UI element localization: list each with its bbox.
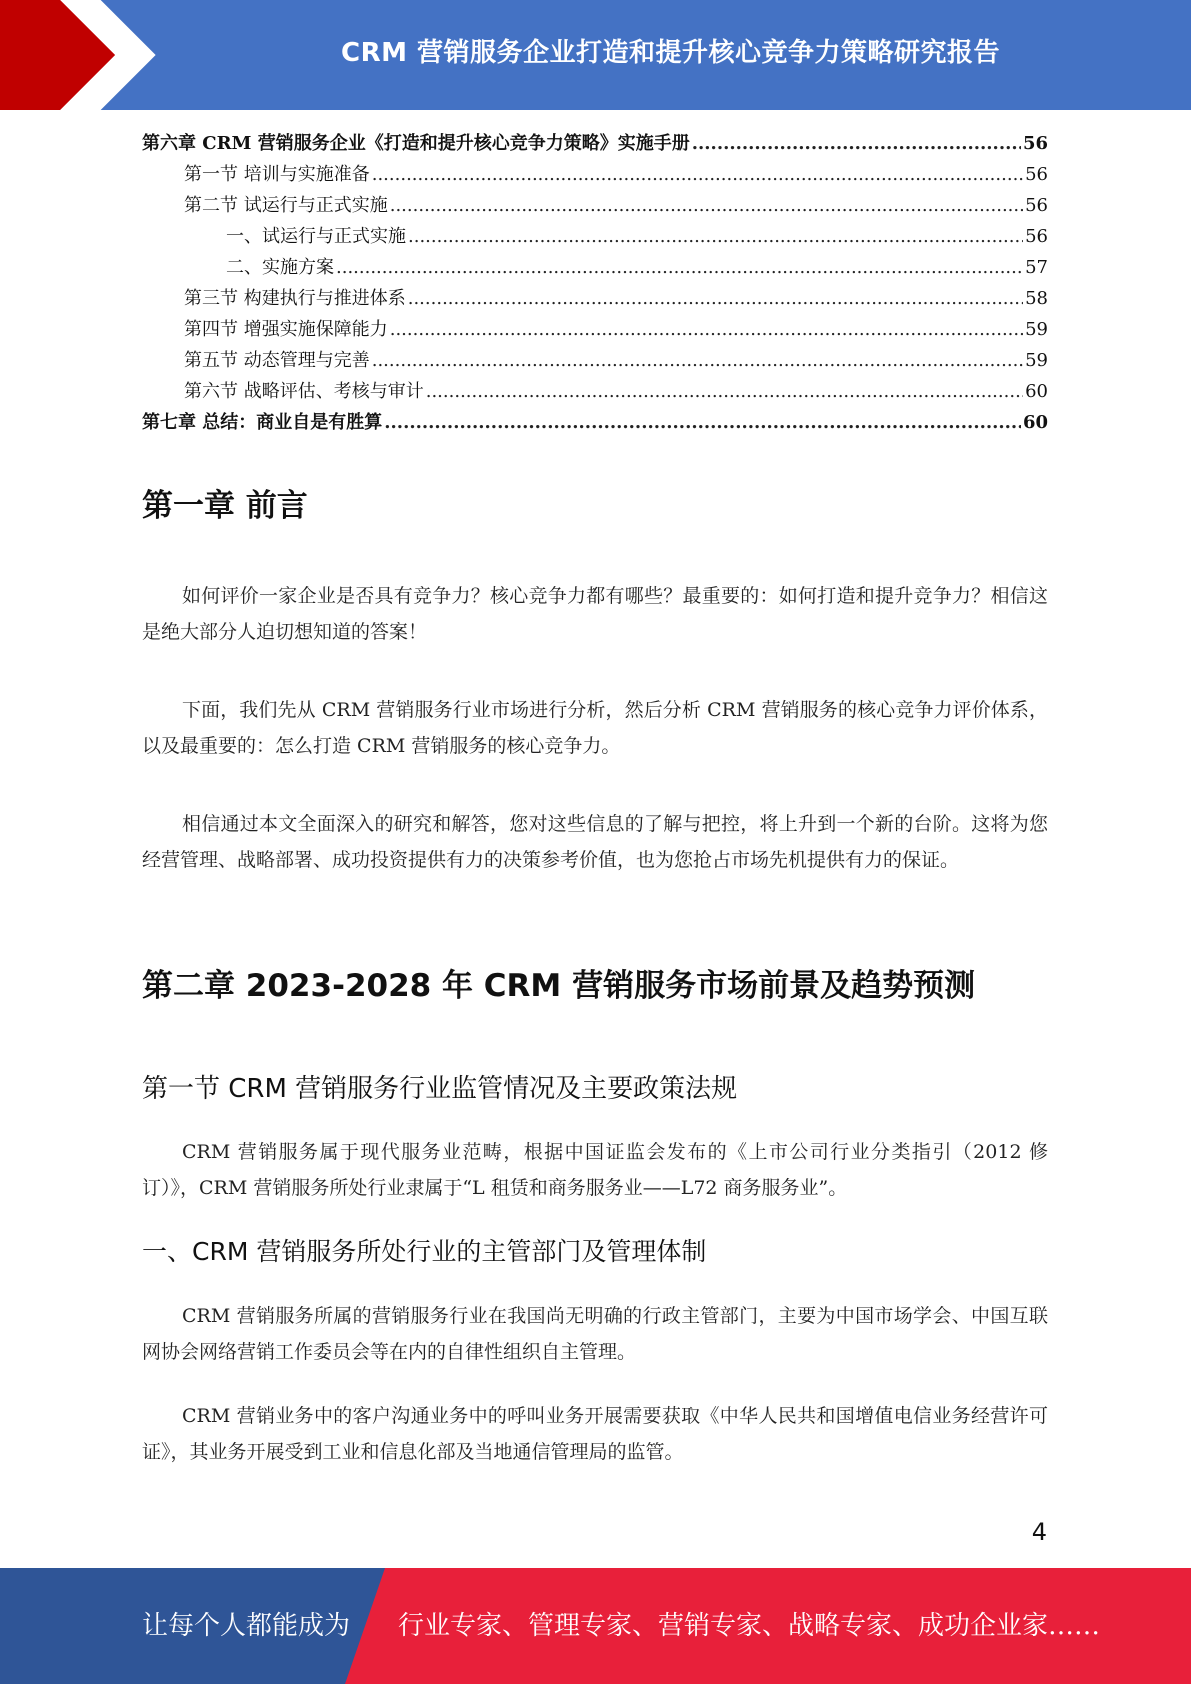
toc-entry[interactable] xyxy=(142,128,1048,159)
chapter-1-paragraph-2: 下面，我们先从 CRM 营销服务行业市场进行分析，然后分析 CRM 营销服务的核心竞争力评价体系，以及最重要的：怎么打造 CRM 营销服务的核心竞争力。 xyxy=(142,699,1048,757)
toc-entry-label: 第三节 构建执行与推进体系 xyxy=(184,288,406,309)
toc-entry-page: 59 xyxy=(1025,350,1048,371)
toc-entry-label: 一、试运行与正式实施 xyxy=(226,226,406,247)
toc-entry-page: 56 xyxy=(1025,226,1048,247)
toc-entry-page: 56 xyxy=(1025,195,1048,216)
toc-entry-page: 58 xyxy=(1025,288,1048,309)
toc-entry[interactable] xyxy=(142,221,1048,252)
toc-entry-label: 第七章 总结：商业自是有胜算 xyxy=(142,412,383,433)
report-title: CRM 营销服务企业打造和提升核心竞争力策略研究报告 xyxy=(340,37,1001,68)
toc-leader-dots xyxy=(372,159,1023,190)
toc-leader-dots xyxy=(408,283,1023,314)
toc-entry[interactable] xyxy=(142,159,1048,190)
page-number: 4 xyxy=(1031,1518,1047,1546)
subsection-1-paragraph-2: CRM 营销业务中的客户沟通业务中的呼叫业务开展需要获取《中华人民共和国增值电信业务经营许可证》，其业务开展受到工业和信息化部及当地通信管理局的监管。 xyxy=(142,1405,1048,1463)
chapter-1-paragraph-1: 如何评价一家企业是否具有竞争力？核心竞争力都有哪些？最重要的：如何打造和提升竞争力？相信这是绝大部分人迫切想知道的答案！ xyxy=(142,585,1048,643)
toc-leader-dots xyxy=(336,252,1023,283)
toc-leader-dots xyxy=(384,407,1021,438)
page-header xyxy=(0,0,1191,110)
page-footer xyxy=(0,1568,1191,1684)
toc-entry-page: 57 xyxy=(1025,257,1048,278)
toc-entry-page: 60 xyxy=(1025,381,1048,402)
subsection-1-paragraph-1: CRM 营销服务所属的营销服务行业在我国尚无明确的行政主管部门，主要为中国市场学会、中国互联网协会网络营销工作委员会等在内的自律性组织自主管理。 xyxy=(142,1305,1048,1363)
toc-entry[interactable] xyxy=(142,283,1048,314)
toc-entry-page: 59 xyxy=(1025,319,1048,340)
toc-entry[interactable] xyxy=(142,314,1048,345)
toc-leader-dots xyxy=(390,314,1023,345)
toc-entry[interactable] xyxy=(142,407,1048,438)
toc-entry[interactable] xyxy=(142,252,1048,283)
table-of-contents xyxy=(142,128,1048,438)
toc-entry[interactable] xyxy=(142,345,1048,376)
chapter-1-heading: 第一章 前言 xyxy=(142,488,308,524)
toc-entry-label: 二、实施方案 xyxy=(226,257,334,278)
subsection-1-heading: 一、CRM 营销服务所处行业的主管部门及管理体制 xyxy=(142,1237,707,1266)
toc-entry-page: 56 xyxy=(1025,164,1048,185)
chapter-1-paragraph-3: 相信通过本文全面深入的研究和解答，您对这些信息的了解与把控，将上升到一个新的台阶。这将为您经营管理、战略部署、成功投资提供有力的决策参考价值，也为您抢占市场先机提供有力的保证。 xyxy=(142,813,1048,871)
toc-leader-dots xyxy=(372,345,1023,376)
toc-entry-label: 第四节 增强实施保障能力 xyxy=(184,319,388,340)
toc-entry-label: 第二节 试运行与正式实施 xyxy=(184,195,388,216)
section-1-heading: 第一节 CRM 营销服务行业监管情况及主要政策法规 xyxy=(142,1074,738,1104)
toc-leader-dots xyxy=(426,376,1023,407)
toc-entry-label: 第五节 动态管理与完善 xyxy=(184,350,370,371)
chapter-2-heading: 第二章 2023-2028 年 CRM 营销服务市场前景及趋势预测 xyxy=(142,968,976,1004)
toc-entry-page: 60 xyxy=(1022,412,1048,433)
toc-entry-label: 第一节 培训与实施准备 xyxy=(184,164,370,185)
toc-leader-dots xyxy=(390,190,1023,221)
toc-entry-label: 第六章 CRM 营销服务企业《打造和提升核心竞争力策略》实施手册 xyxy=(142,133,690,154)
footer-slogan-right: 行业专家、管理专家、营销专家、战略专家、成功企业家…… xyxy=(398,1611,1101,1641)
toc-entry-page: 56 xyxy=(1022,133,1048,154)
section-1-paragraph: CRM 营销服务属于现代服务业范畴，根据中国证监会发布的《上市公司行业分类指引（2012 修订）》，CRM 营销服务所处行业隶属于“L 租赁和商务服务业——L72 商务服务业”。 xyxy=(142,1141,1048,1199)
toc-entry[interactable] xyxy=(142,190,1048,221)
toc-entry-label: 第六节 战略评估、考核与审计 xyxy=(184,381,424,402)
footer-slogan-left: 让每个人都能成为 xyxy=(142,1611,351,1641)
toc-leader-dots xyxy=(408,221,1023,252)
toc-entry[interactable] xyxy=(142,376,1048,407)
toc-leader-dots xyxy=(692,128,1021,159)
